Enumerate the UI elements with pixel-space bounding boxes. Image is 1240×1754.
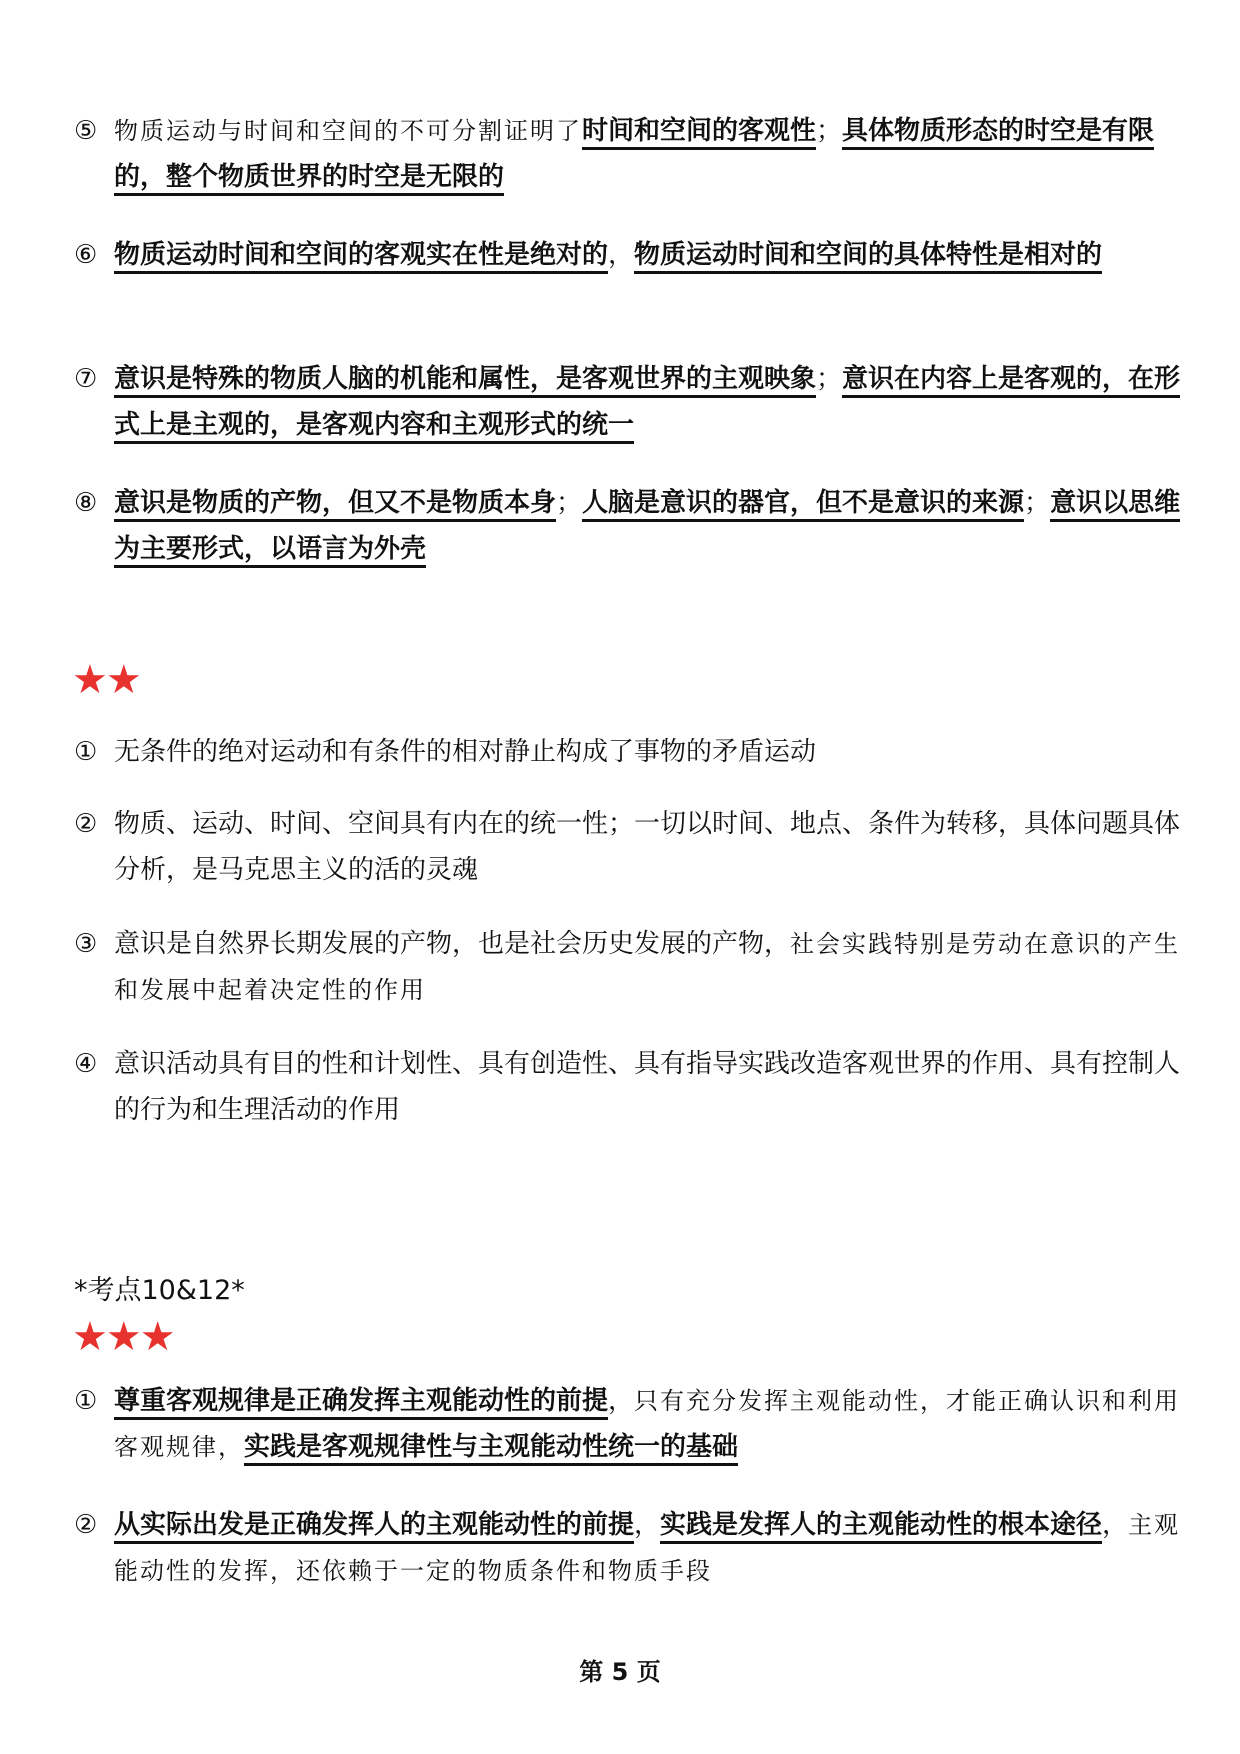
- text-segment: 意识是自然界长期发展的产物，也是社会历史发展的产物，: [114, 929, 791, 959]
- section-heading: *考点10&12*: [74, 1275, 245, 1306]
- item-number: ⑤: [74, 116, 98, 146]
- text-segment: ；: [556, 488, 583, 518]
- text-segment: 物质、运动、时间、空间具有内在的统一性；一切以时间、地点、条件为转移，具体问题具体分析，是马克思主义的活的灵魂: [114, 809, 1181, 885]
- text-segment: 社会实践特别是劳动在意识的产生和发展中起着决定性的作用: [114, 930, 1181, 1004]
- underlined-key-point: 实践是客观规律性与主观能动性统一的基础: [244, 1432, 738, 1466]
- text-segment: ，: [634, 1510, 661, 1540]
- underlined-key-point: 尊重客观规律是正确发挥主观能动性的前提: [114, 1386, 608, 1420]
- underlined-key-point: 实践是发挥人的主观能动性的根本途径: [660, 1510, 1102, 1544]
- three-star-rating: ★★★: [72, 1314, 174, 1360]
- text-segment: 主观能动性的发挥，还依赖于一定的物质条件和物质手段: [114, 1511, 1181, 1585]
- underlined-key-point: 意识是特殊的物质人脑的机能和属性，是客观世界的主观映象: [114, 364, 816, 398]
- page-number: 第 5 页: [579, 1658, 661, 1686]
- text-segment: ，: [1102, 1510, 1129, 1540]
- list-item: [74, 801, 1204, 893]
- underlined-key-point: 意识在内容上是客观的，在形式上是主观的，是客观内容和主观形式的统一: [114, 364, 1180, 444]
- text-segment: ，: [608, 1386, 635, 1416]
- list-item: [74, 1378, 1204, 1470]
- list-item: [74, 921, 1204, 1013]
- item-number: ③: [74, 929, 98, 959]
- underlined-key-point: 从实际出发是正确发挥人的主观能动性的前提: [114, 1510, 634, 1544]
- list-item: [74, 1041, 1204, 1133]
- list-item: [74, 729, 1204, 775]
- text-segment: ；: [816, 364, 843, 394]
- underlined-key-point: 人脑是意识的器官，但不是意识的来源: [582, 488, 1024, 522]
- underlined-key-point: 意识是物质的产物，但又不是物质本身: [114, 488, 556, 522]
- underlined-key-point: 物质运动时间和空间的具体特性是相对的: [634, 240, 1102, 274]
- list-item: [74, 232, 1204, 278]
- text-segment: ，: [608, 240, 635, 270]
- list-item: [74, 356, 1204, 448]
- item-number: ①: [74, 737, 98, 767]
- item-number: ④: [74, 1049, 98, 1079]
- underlined-key-point: 时间和空间的客观性: [582, 116, 816, 150]
- list-item: [74, 480, 1204, 572]
- text-segment: ；: [816, 116, 843, 146]
- text-segment: ；: [1024, 488, 1051, 518]
- underlined-key-point: 具体物质形态的时空是有限的，整个物质世界的时空是无限的: [114, 116, 1154, 196]
- item-number: ①: [74, 1386, 98, 1416]
- list-item: [74, 108, 1204, 200]
- item-number: ②: [74, 809, 98, 839]
- item-number: ⑥: [74, 240, 98, 270]
- text-segment: 物质运动与时间和空间的不可分割证明了: [114, 117, 582, 145]
- text-segment: 无条件的绝对运动和有条件的相对静止构成了事物的矛盾运动: [114, 737, 817, 767]
- list-item: [74, 1502, 1204, 1594]
- underlined-key-point: 意识以思维为主要形式，以语言为外壳: [114, 488, 1180, 568]
- item-number: ⑦: [74, 364, 98, 394]
- text-segment: 只有充分发挥主观能动性，才能正确认识和利用客观规律，: [114, 1387, 1181, 1461]
- text-segment: 意识活动具有目的性和计划性、具有创造性、具有指导实践改造客观世界的作用、具有控制人的行为和生理活动的作用: [114, 1049, 1181, 1125]
- underlined-key-point: 物质运动时间和空间的客观实在性是绝对的: [114, 240, 608, 274]
- item-number: ②: [74, 1510, 98, 1540]
- item-number: ⑧: [74, 488, 98, 518]
- two-star-rating: ★★: [72, 657, 140, 703]
